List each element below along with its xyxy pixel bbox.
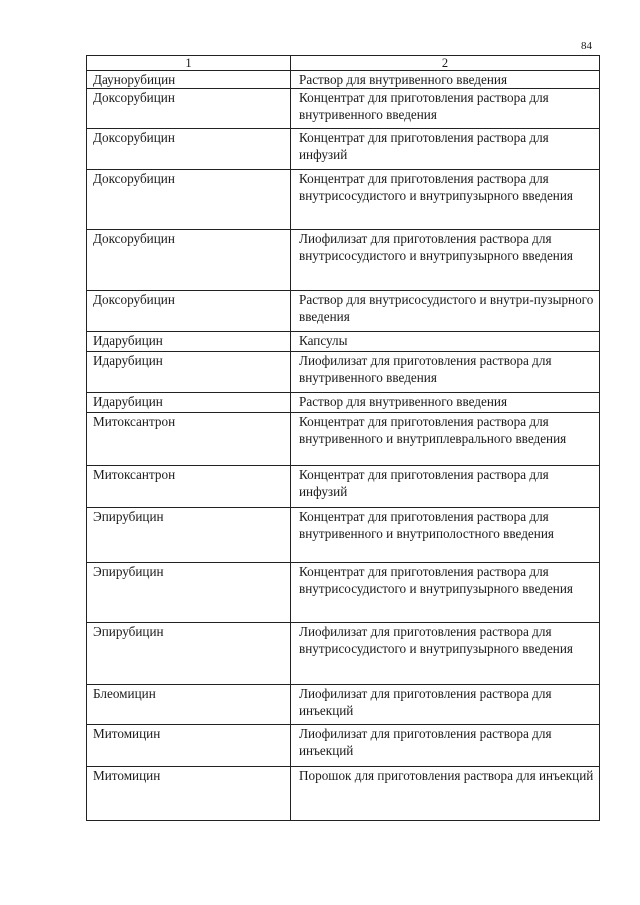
table-row xyxy=(87,725,600,767)
table-row xyxy=(87,685,600,725)
dosage-form-cell: Лиофилизат для приготовления раствора для инъекций xyxy=(291,725,600,767)
table-row xyxy=(87,508,600,563)
dosage-form-cell: Концентрат для приготовления раствора для инфузий xyxy=(291,466,600,508)
table-row xyxy=(87,170,600,230)
drug-table xyxy=(86,55,600,821)
dosage-form-cell: Лиофилизат для приготовления раствора для внутрисосудистого и внутрипузырного введения xyxy=(291,623,600,685)
dosage-form-cell: Раствор для внутрисосудистого и внутри-пузырного введения xyxy=(291,291,600,332)
drug-name-cell: Митомицин xyxy=(87,725,291,767)
drug-name-cell: Идарубицин xyxy=(87,332,291,352)
column-header-1: 1 xyxy=(87,56,291,71)
drug-name-cell: Доксорубицин xyxy=(87,170,291,230)
drug-name-cell: Эпирубицин xyxy=(87,563,291,623)
dosage-form-cell: Лиофилизат для приготовления раствора для инъекций xyxy=(291,685,600,725)
dosage-form-cell: Концентрат для приготовления раствора для внутривенного и внутриполостного введения xyxy=(291,508,600,563)
drug-name-cell: Блеомицин xyxy=(87,685,291,725)
dosage-form-cell: Лиофилизат для приготовления раствора для внутривенного введения xyxy=(291,352,600,393)
table-row xyxy=(87,291,600,332)
drug-name-cell: Митомицин xyxy=(87,767,291,821)
dosage-form-cell: Лиофилизат для приготовления раствора для внутрисосудистого и внутрипузырного введения xyxy=(291,230,600,291)
drug-name-cell: Даунорубицин xyxy=(87,71,291,89)
table-row xyxy=(87,623,600,685)
dosage-form-cell: Концентрат для приготовления раствора для внутрисосудистого и внутрипузырного введения xyxy=(291,170,600,230)
dosage-form-cell: Раствор для внутривенного введения xyxy=(291,393,600,413)
drug-name-cell: Эпирубицин xyxy=(87,623,291,685)
dosage-form-cell: Концентрат для приготовления раствора для внутривенного введения xyxy=(291,89,600,129)
table-row xyxy=(87,71,600,89)
table-row xyxy=(87,413,600,466)
table-row xyxy=(87,129,600,170)
drug-name-cell: Доксорубицин xyxy=(87,230,291,291)
dosage-form-cell: Капсулы xyxy=(291,332,600,352)
table-row xyxy=(87,352,600,393)
table-row xyxy=(87,563,600,623)
drug-name-cell: Доксорубицин xyxy=(87,129,291,170)
dosage-form-cell: Концентрат для приготовления раствора для инфузий xyxy=(291,129,600,170)
table-row xyxy=(87,230,600,291)
dosage-form-cell: Концентрат для приготовления раствора для внутрисосудистого и внутрипузырного введения xyxy=(291,563,600,623)
table-row xyxy=(87,767,600,821)
drug-name-cell: Эпирубицин xyxy=(87,508,291,563)
table-row xyxy=(87,466,600,508)
drug-name-cell: Идарубицин xyxy=(87,393,291,413)
column-header-2: 2 xyxy=(291,56,600,71)
drug-name-cell: Митоксантрон xyxy=(87,413,291,466)
drug-name-cell: Митоксантрон xyxy=(87,466,291,508)
drug-name-cell: Доксорубицин xyxy=(87,291,291,332)
table-row xyxy=(87,332,600,352)
page-number: 84 xyxy=(581,40,592,52)
dosage-form-cell: Порошок для приготовления раствора для инъекций xyxy=(291,767,600,821)
drug-name-cell: Идарубицин xyxy=(87,352,291,393)
dosage-form-cell: Раствор для внутривенного введения xyxy=(291,71,600,89)
table-row xyxy=(87,89,600,129)
table-row xyxy=(87,393,600,413)
drug-name-cell: Доксорубицин xyxy=(87,89,291,129)
table-header-row xyxy=(87,56,600,71)
dosage-form-cell: Концентрат для приготовления раствора для внутривенного и внутриплеврального введения xyxy=(291,413,600,466)
